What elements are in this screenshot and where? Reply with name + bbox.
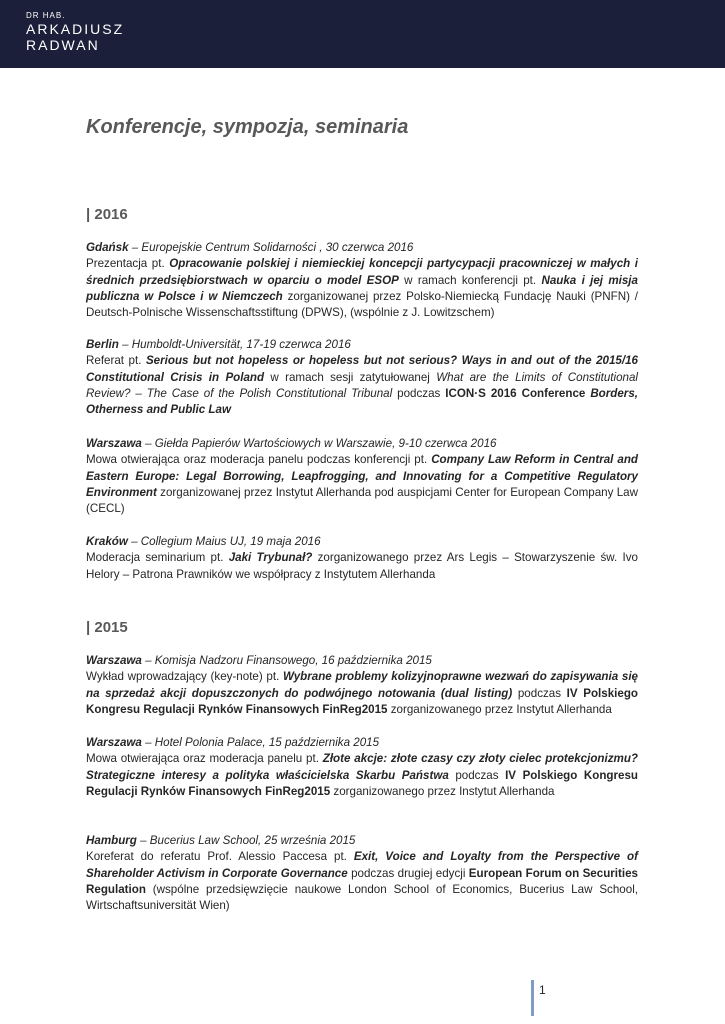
body-text: w ramach konferencji pt.	[398, 273, 542, 287]
panel-title: Złote akcje: złote czasy czy złoty cielec protekcjonizmu? Strategiczne interesy a polityka właścicielska Skarbu Państwa	[86, 752, 638, 782]
talk-title: Serious but not hopeless or hopeless but not serious? Ways in and out of the 2015/16 Constitutional Crisis in Poland	[86, 354, 638, 384]
header-banner	[0, 0, 725, 68]
year-heading-2016: | 2016	[86, 206, 128, 223]
brand-prefix: DR HAB.	[26, 11, 66, 20]
entry-place: Warszawa	[86, 736, 142, 749]
year-heading-2015: | 2015	[86, 619, 128, 636]
page-number-bar	[531, 980, 534, 1016]
body-text: zorganizowanego przez Ars Legis – Stowarzyszenie św. Ivo Helory – Patrona Prawników we współpracy z Instytutem Allerhanda	[86, 551, 638, 581]
entry-2016-krakow	[86, 534, 638, 583]
body-text: podczas	[448, 768, 506, 782]
conference-name: ICON·S 2016 Conference	[445, 386, 586, 400]
body-text: Mowa otwierająca oraz moderacja panelu pt.	[86, 752, 323, 766]
page-title: Konferencje, sympozja, seminaria	[86, 116, 409, 138]
brand-last-name: RADWAN	[26, 37, 100, 53]
entry-body	[86, 353, 638, 418]
entry-2015-warszawa-polonia	[86, 735, 638, 800]
entry-place: Warszawa	[86, 654, 142, 667]
entry-heading	[86, 833, 638, 849]
brand-logo[interactable]	[26, 11, 124, 53]
paper-title: Exit, Voice and Loyalty from the Perspective of Shareholder Activism in Corporate Governance	[86, 850, 638, 880]
conference-title: Nauka i jej misja publiczna w Polsce i w Niemczech	[86, 273, 638, 303]
entry-2015-warszawa-knf	[86, 653, 638, 718]
entry-place: Kraków	[86, 535, 128, 548]
conference-title: Company Law Reform in Central and Eastern Europe: Legal Borrowing, Leapfrogging, and Innovating for a Competitive Regulatory Environment	[86, 453, 638, 499]
body-text: podczas	[512, 686, 567, 700]
conference-name: IV Polskiego Kongresu Regulacji Rynków Finansowych FinReg2015	[86, 686, 638, 716]
entry-venue: – Bucerius Law School, 25 września 2015	[136, 834, 356, 847]
body-text: (wspólne przedsięwzięcie naukowe London School of Economics, Bucerius Law School, Wirtschaftsuniversität Wien)	[86, 882, 638, 913]
entry-body	[86, 256, 638, 321]
body-text: podczas	[392, 386, 446, 400]
entry-2015-hamburg	[86, 833, 638, 914]
body-text: Koreferat do referatu Prof. Alessio Paccesa pt.	[86, 850, 354, 864]
entry-place: Berlin	[86, 338, 119, 351]
body-text: Wykład wprowadzający (key-note) pt.	[86, 670, 283, 684]
entry-venue: – Giełda Papierów Wartościowych w Warszawie, 9-10 czerwca 2016	[141, 437, 497, 450]
entry-place: Gdańsk	[86, 241, 129, 254]
body-text: Referat pt.	[86, 354, 146, 368]
entry-venue: – Europejskie Centrum Solidarności , 30 czerwca 2016	[128, 241, 414, 254]
body-text: zorganizowanego przez Instytut Allerhanda	[387, 702, 612, 716]
body-text: Mowa otwierająca oraz moderacja panelu podczas konferencji pt.	[86, 453, 432, 467]
entry-2016-warszawa-gpw	[86, 436, 638, 517]
entry-body	[86, 669, 638, 718]
conference-theme: Borders, Otherness and Public Law	[86, 386, 638, 417]
entry-heading	[86, 436, 638, 452]
body-text: Moderacja seminarium pt.	[86, 551, 229, 565]
entry-body	[86, 849, 638, 914]
entry-2016-gdansk	[86, 240, 638, 321]
entry-venue: – Hotel Polonia Palace, 15 października 2015	[141, 736, 380, 749]
entry-place: Warszawa	[86, 437, 142, 450]
entry-place: Hamburg	[86, 834, 137, 847]
entry-heading	[86, 240, 638, 256]
brand-first-name: ARKADIUSZ	[26, 21, 125, 37]
body-text: zorganizowanego przez Instytut Allerhanda	[330, 784, 555, 798]
body-text: zorganizowanej przez Instytut Allerhanda pod auspicjami Center for European Company Law (CECL)	[86, 485, 638, 516]
entry-venue: – Komisja Nadzoru Finansowego, 16 października 2015	[141, 654, 432, 667]
entry-body	[86, 452, 638, 517]
talk-title: Wybrane problemy kolizyjnoprawne wezwań do zapisywania się na sprzedaż akcji dopuszczonych do podwójnego notowania (dual listing)	[86, 670, 638, 700]
entry-heading	[86, 534, 638, 550]
entry-body	[86, 550, 638, 583]
conference-name: IV Polskiego Kongresu Regulacji Rynków Finansowych FinReg2015	[86, 768, 638, 798]
entry-heading	[86, 337, 638, 353]
body-text: w ramach sesji zatytułowanej	[264, 370, 437, 384]
entry-heading	[86, 735, 638, 751]
talk-title: Opracowanie polskiej i niemieckiej koncepcji partycypacji pracowniczej w małych i średnich przedsiębiorstwach w oparciu o model ESOP	[86, 257, 638, 287]
body-text: podczas drugiej edycji	[347, 866, 469, 880]
entry-2016-berlin	[86, 337, 638, 418]
entry-venue: – Collegium Maius UJ, 19 maja 2016	[127, 535, 321, 548]
seminar-title: Jaki Trybunał?	[228, 551, 313, 565]
body-text: zorganizowanej przez Polsko-Niemiecką Fundację Nauki (PNFN) / Deutsch-Polnische Wissenschaftsstiftung (DPWS), (wspólnie z J. Lowitzschem)	[86, 289, 639, 320]
entry-body	[86, 751, 638, 800]
session-title: What are the Limits of Constitutional Review? – The Case of the Polish Constitutional Tribunal	[86, 370, 638, 400]
page-number: 1	[539, 983, 546, 997]
body-text: Prezentacja pt.	[86, 257, 170, 271]
forum-name: European Forum on Securities Regulation	[86, 866, 638, 896]
entry-heading	[86, 653, 638, 669]
entry-venue: – Humboldt-Universität, 17-19 czerwca 2016	[118, 338, 351, 351]
